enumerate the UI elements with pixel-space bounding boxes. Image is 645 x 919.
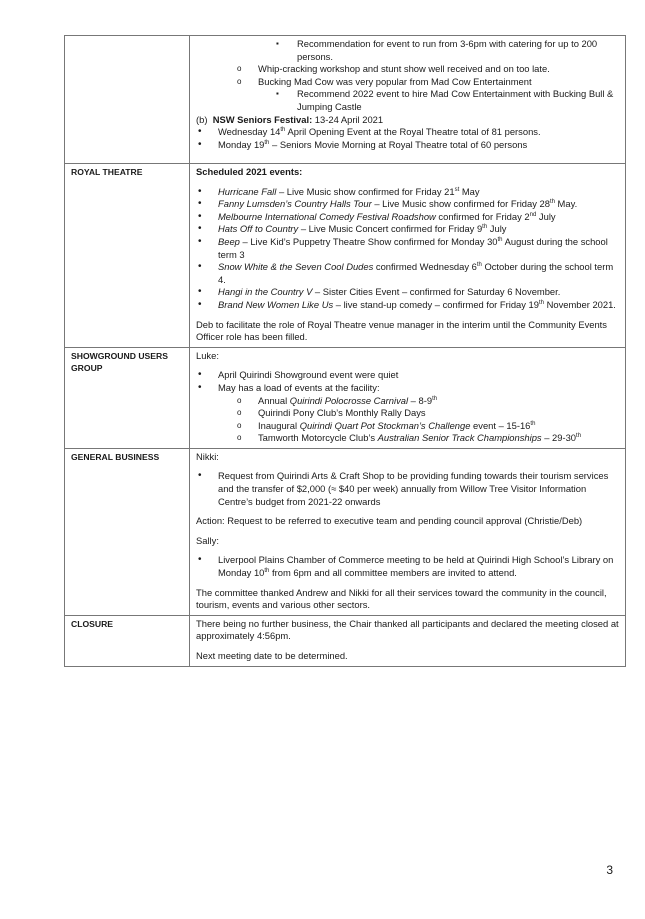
general-business-cell	[190, 448, 626, 615]
row-label: GENERAL BUSINESS	[65, 448, 190, 615]
closure-text: There being no further business, the Chair thanked all participants and declared the meeting closed at approximately 4:56pm.	[196, 617, 619, 642]
list-item: • Hurricane Fall – Live Music show confirmed for Friday 21st May	[196, 186, 620, 199]
table-row	[65, 164, 626, 348]
royal-theatre-note: Deb to facilitate the role of Royal Theatre venue manager in the interim until the Community Events Officer role has been filled.	[196, 318, 607, 343]
royal-theatre-cell	[190, 164, 626, 348]
list-item: o Annual Quirindi Polocrosse Carnival – 8-9th	[196, 395, 620, 408]
list-item: • Brand New Women Like Us – live stand-up comedy – confirmed for Friday 19th November 2021.	[196, 299, 620, 312]
speaker-name: Luke:	[196, 349, 219, 361]
table-row	[65, 347, 626, 448]
events-list	[196, 186, 620, 312]
closure-cell	[190, 615, 626, 666]
thanks-note: The committee thanked Andrew and Nikki for all their services toward the community in the council, tourism, events and various other sectors.	[196, 586, 607, 611]
list-item: • Fanny Lumsden’s Country Halls Tour – Live Music show confirmed for Friday 28th May.	[196, 198, 620, 211]
general-list	[196, 470, 620, 508]
list-item: o Quirindi Pony Club’s Monthly Rally Days	[196, 407, 620, 420]
list-item: • May has a load of events at the facility:	[196, 382, 620, 395]
row-label: CLOSURE	[65, 615, 190, 666]
speaker-name: Nikki:	[196, 450, 219, 462]
next-meeting: Next meeting date to be determined.	[196, 650, 348, 661]
list-item: o Whip-cracking workshop and stunt show well received and on too late.	[196, 63, 620, 76]
list-item: • April Quirindi Showground event were quiet	[196, 369, 620, 382]
page-number: 3	[606, 863, 613, 877]
table-row	[65, 448, 626, 615]
list-item: • Monday 19th – Seniors Movie Morning at Royal Theatre total of 60 persons	[196, 139, 620, 152]
speaker-name: Sally:	[196, 534, 219, 546]
list-item: ▪ Recommendation for event to run from 3-6pm with catering for up to 200 persons.	[196, 38, 620, 63]
festival-details-cell	[190, 36, 626, 164]
list-item: • Request from Quirindi Arts & Craft Shop to be providing funding towards their tourism services and the transfer of $2,000 (≈ $40 per week) annually from Willow Tree Visitor Information Centre’s budget from 2021-22 onwards	[196, 470, 620, 508]
list-item: o Bucking Mad Cow was very popular from Mad Cow Entertainment	[196, 76, 620, 89]
list-item: o Inaugural Quirindi Quart Pot Stockman’s Challenge event – 15-16th	[196, 420, 620, 433]
showground-cell	[190, 347, 626, 448]
seniors-list	[196, 126, 620, 151]
general-list-2	[196, 554, 620, 579]
list-item: • Hangi in the Country V – Sister Cities Event – confirmed for Saturday 6 November.	[196, 286, 620, 299]
minutes-table	[64, 35, 626, 667]
list-item: • Hats Off to Country – Live Music Concert confirmed for Friday 9th July	[196, 223, 620, 236]
section-heading: Scheduled 2021 events:	[196, 166, 303, 177]
row-label-empty	[65, 36, 190, 164]
row-label: SHOWGROUND USERS GROUP	[65, 347, 190, 448]
festival-list	[196, 38, 620, 114]
action-item: Action: Request to be referred to executive team and pending council approval (Christie/Deb)	[196, 515, 583, 527]
list-item: • Melbourne International Comedy Festival Roadshow confirmed for Friday 2nd July	[196, 211, 620, 224]
list-item: • Beep – Live Kid’s Puppetry Theatre Show confirmed for Monday 30th August during the school term 3	[196, 236, 620, 261]
table-row	[65, 36, 626, 164]
table-row	[65, 615, 626, 666]
seniors-festival-heading: (b) NSW Seniors Festival: 13-24 April 2021	[196, 113, 384, 125]
list-item: • Wednesday 14th April Opening Event at the Royal Theatre total of 81 persons.	[196, 126, 620, 139]
list-item: • Snow White & the Seven Cool Dudes confirmed Wednesday 6th October during the school term 4.	[196, 261, 620, 286]
list-item: o Tamworth Motorcycle Club’s Australian Senior Track Championships – 29-30th	[196, 432, 620, 445]
list-item: ▪ Recommend 2022 event to hire Mad Cow Entertainment with Bucking Bull & Jumping Castle	[196, 88, 620, 113]
row-label: ROYAL THEATRE	[65, 164, 190, 348]
showground-list	[196, 369, 620, 445]
list-item: • Liverpool Plains Chamber of Commerce meeting to be held at Quirindi High School’s Library on Monday 10th from 6pm and all committee members are invited to attend.	[196, 554, 620, 579]
